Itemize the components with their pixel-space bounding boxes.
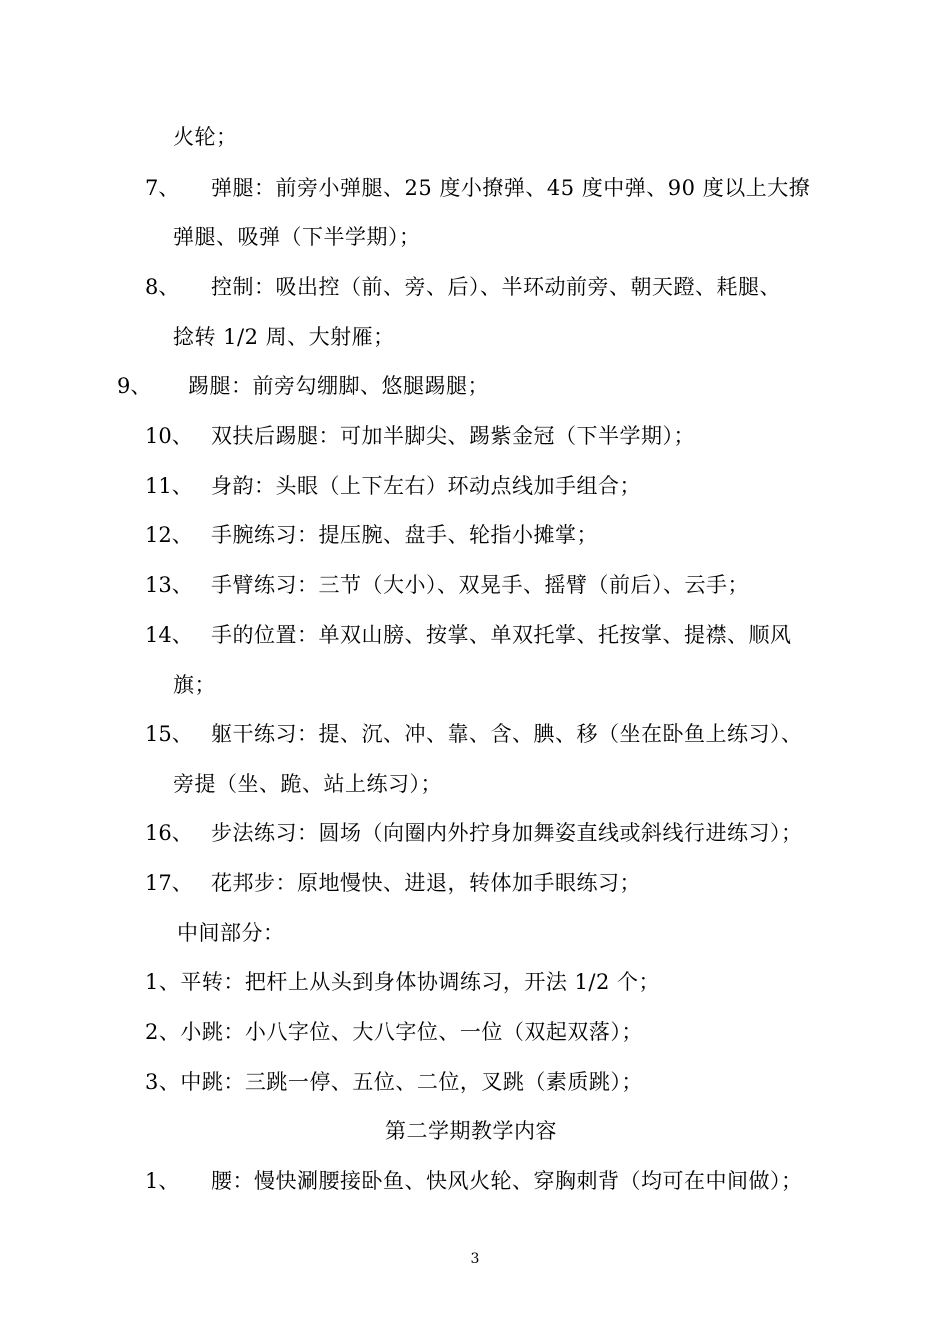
item-text: 身韵：头眼（上下左右）环动点线加手组合； <box>211 474 641 498</box>
item-text: 手腕练习：提压腕、盘手、轮指小摊掌； <box>211 523 598 547</box>
item-text: 手的位置：单双山膀、按掌、单双托掌、托按掌、提襟、顺风 <box>211 623 792 647</box>
item-text: 腰：慢快涮腰接卧鱼、快风火轮、穿胸刺背（均可在中间做）； <box>211 1169 803 1193</box>
list-item: 1、平转：把杆上从头到身体协调练习，开法 1/2 个； <box>145 970 661 994</box>
item-number: 8、 <box>145 275 180 299</box>
item-text: 手臂练习：三节（大小）、双晃手、摇臂（前后）、云手； <box>211 573 749 597</box>
item-text: 躯干练习：提、沉、冲、靠、含、腆、移（坐在卧鱼上练习）、 <box>211 722 803 746</box>
page-number: 3 <box>470 1251 480 1267</box>
item-text-continuation: 旗； <box>173 673 216 697</box>
item-text-continuation: 弹腿、吸弹（下半学期）； <box>173 225 421 249</box>
item-text: 踢腿：前旁勾绷脚、悠腿踢腿； <box>188 374 489 398</box>
list-item: 3、中跳：三跳一停、五位、二位，叉跳（素质跳）； <box>145 1070 643 1094</box>
list-item: 2、小跳：小八字位、大八字位、一位（双起双落）； <box>145 1020 643 1044</box>
item-text-continuation: 旁提（坐、跪、站上练习）； <box>173 772 442 796</box>
item-number: 16、 <box>145 821 193 845</box>
item-number: 11、 <box>145 474 193 498</box>
item-text: 花邦步：原地慢快、进退，转体加手眼练习； <box>211 871 641 895</box>
item-text: 弹腿：前旁小弹腿、25 度小撩弹、45 度中弹、90 度以上大撩 <box>211 176 811 200</box>
item-number: 14、 <box>145 623 193 647</box>
item-number: 17、 <box>145 871 193 895</box>
item-text: 双扶后踢腿：可加半脚尖、踢紫金冠（下半学期）； <box>211 424 695 448</box>
text-line-continuation: 火轮； <box>173 125 238 149</box>
item-number: 7、 <box>145 176 180 200</box>
item-number: 1、 <box>145 1169 180 1193</box>
item-number: 13、 <box>145 573 193 597</box>
item-text: 控制：吸出控（前、旁、后）、半环动前旁、朝天蹬、耗腿、 <box>211 275 781 299</box>
item-number: 10、 <box>145 424 193 448</box>
item-number: 9、 <box>117 374 152 398</box>
item-text-continuation: 捻转 1/2 周、大射雁； <box>173 325 395 349</box>
semester-heading: 第二学期教学内容 <box>385 1119 557 1143</box>
item-number: 12、 <box>145 523 193 547</box>
item-number: 15、 <box>145 722 193 746</box>
section-heading: 中间部分： <box>177 921 285 945</box>
item-text: 步法练习：圆场（向圈内外拧身加舞姿直线或斜线行进练习）； <box>211 821 803 845</box>
